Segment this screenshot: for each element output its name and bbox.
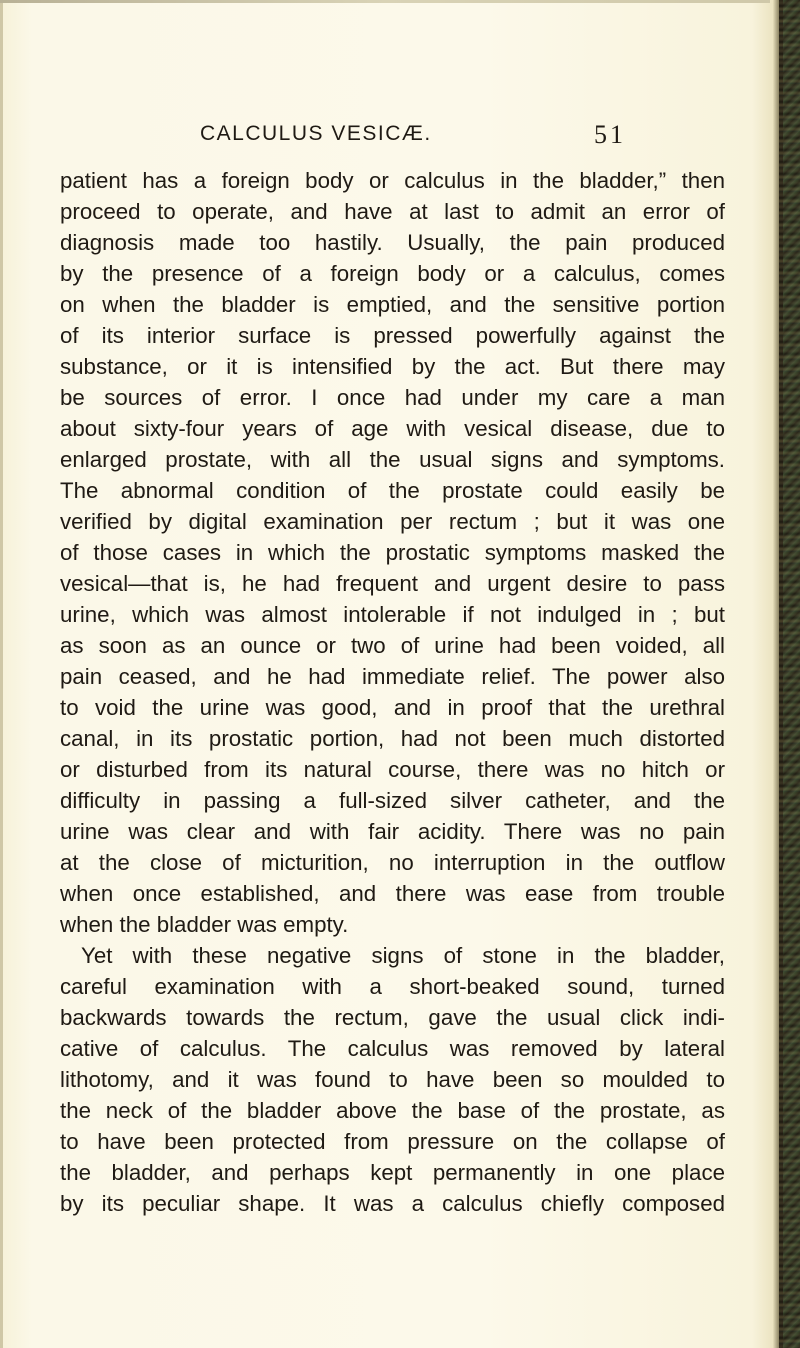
text-line: as soon as an ounce or two of urine had been voided, all xyxy=(60,633,725,658)
text-line: on when the bladder is emptied, and the sensitive portion xyxy=(60,292,725,317)
text-line: about sixty-four years of age with vesical disease, due to xyxy=(60,416,725,441)
text-line: the bladder, and perhaps kept permanently in one place xyxy=(60,1160,725,1185)
text-line: canal, in its prostatic portion, had not been much distorted xyxy=(60,726,725,751)
text-line: substance, or it is intensified by the act. But there may xyxy=(60,354,725,379)
text-line: by the presence of a foreign body or a calculus, comes xyxy=(60,261,725,286)
text-line: patient has a foreign body or calculus in the bladder,” then xyxy=(60,168,725,193)
paragraph-end-line: when the bladder was empty. xyxy=(60,912,349,937)
text-line: The abnormal condition of the prostate could easily be xyxy=(60,478,725,503)
text-line: urine, which was almost intolerable if not indulged in ; but xyxy=(60,602,725,627)
text-line: the neck of the bladder above the base of the prostate, as xyxy=(60,1098,725,1123)
text-line: backwards towards the rectum, gave the usual click indi- xyxy=(60,1005,725,1030)
text-line: urine was clear and with fair acidity. There was no pain xyxy=(60,819,725,844)
text-line: vesical—that is, he had frequent and urgent desire to pass xyxy=(60,571,725,596)
text-line: or disturbed from its natural course, there was no hitch or xyxy=(60,757,725,782)
body-text xyxy=(60,165,725,1219)
text-line: verified by digital examination per rectum ; but it was one xyxy=(60,509,725,534)
text-line: of those cases in which the prostatic symptoms masked the xyxy=(60,540,725,565)
page-number: 51 xyxy=(594,120,626,149)
text-line: difficulty in passing a full-sized silver catheter, and the xyxy=(60,788,725,813)
text-line: be sources of error. I once had under my care a man xyxy=(60,385,725,410)
page-header xyxy=(200,118,626,158)
text-line: to have been protected from pressure on the collapse of xyxy=(60,1129,725,1154)
page-left-edge xyxy=(0,0,3,1348)
text-line: enlarged prostate, with all the usual signs and symptoms. xyxy=(60,447,725,472)
text-line: careful examination with a short-beaked sound, turned xyxy=(60,974,725,999)
book-spine-edge xyxy=(773,0,800,1348)
text-line: to void the urine was good, and in proof that the urethral xyxy=(60,695,725,720)
text-line: at the close of micturition, no interruption in the outflow xyxy=(60,850,725,875)
page-top-edge xyxy=(0,0,770,3)
text-line: lithotomy, and it was found to have been so moulded to xyxy=(60,1067,725,1092)
text-line: of its interior surface is pressed powerfully against the xyxy=(60,323,725,348)
text-line: by its peculiar shape. It was a calculus chiefly composed xyxy=(60,1191,725,1216)
text-line: when once established, and there was ease from trouble xyxy=(60,881,725,906)
text-line: diagnosis made too hastily. Usually, the pain produced xyxy=(60,230,725,255)
text-line: pain ceased, and he had immediate relief. The power also xyxy=(60,664,725,689)
text-line: proceed to operate, and have at last to admit an error of xyxy=(60,199,725,224)
running-title: CALCULUS VESICÆ. xyxy=(200,122,432,145)
paragraph-start-line: Yet with these negative signs of stone in the bladder, xyxy=(81,943,725,968)
text-line: cative of calculus. The calculus was removed by lateral xyxy=(60,1036,725,1061)
